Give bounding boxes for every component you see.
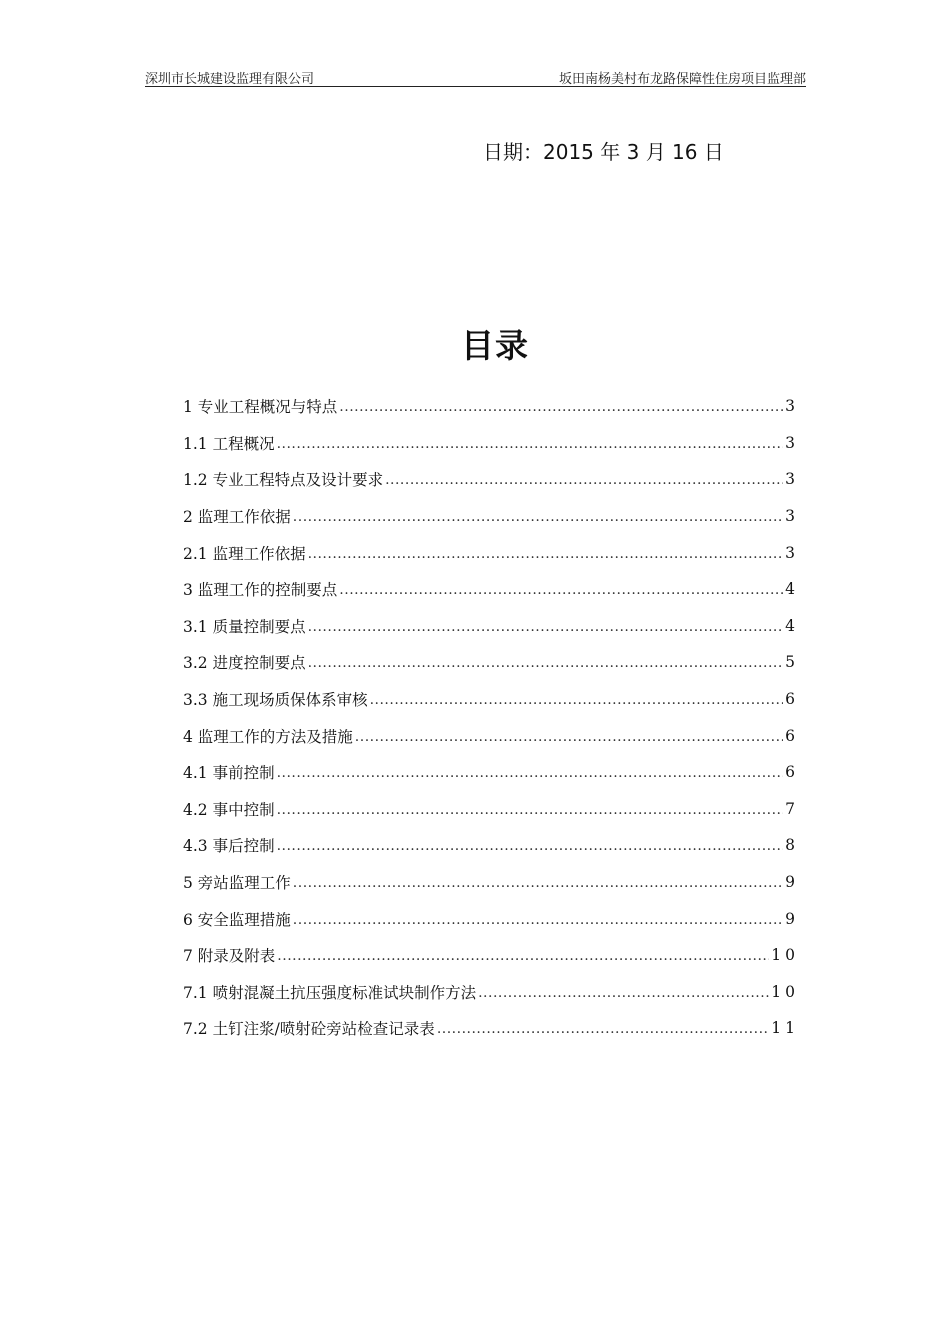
toc-dot-leader	[277, 836, 784, 854]
toc-entry[interactable]	[183, 681, 799, 718]
toc-dot-leader	[277, 434, 784, 452]
toc-entry[interactable]	[183, 608, 799, 645]
toc-entry-label: 1.2 专业工程特点及设计要求	[183, 471, 384, 490]
toc-entry[interactable]	[183, 974, 799, 1011]
toc-dot-leader	[370, 690, 784, 708]
toc-entry-page-number: 3	[785, 543, 799, 562]
toc-entry-label: 2.1 监理工作依据	[183, 544, 306, 563]
toc-entry-page-number: 4	[785, 580, 799, 599]
toc-entry-label: 6 安全监理措施	[183, 910, 291, 929]
toc-entry[interactable]	[183, 717, 799, 754]
toc-entry-label: 4 监理工作的方法及措施	[183, 727, 353, 746]
toc-entry-page-number: 5	[785, 653, 799, 672]
toc-entry-page-number: 3	[785, 507, 799, 526]
toc-dot-leader	[385, 470, 783, 488]
toc-entry-page-number: 8	[785, 836, 799, 855]
toc-entry-page-number: 11	[771, 1019, 799, 1038]
toc-dot-leader	[308, 544, 784, 562]
toc-entry-page-number: 6	[785, 726, 799, 745]
toc-entry[interactable]	[183, 388, 799, 425]
toc-entry[interactable]	[183, 425, 799, 462]
toc-entry-label: 7.2 土钉注浆/喷射砼旁站检查记录表	[183, 1020, 435, 1039]
toc-dot-leader	[293, 507, 783, 525]
toc-entry-label: 3.1 质量控制要点	[183, 617, 306, 636]
toc-dot-leader	[355, 727, 783, 745]
toc-entry[interactable]	[183, 571, 799, 608]
toc-dot-leader	[339, 397, 783, 415]
toc-entry-label: 1.1 工程概况	[183, 434, 275, 453]
document-date: 日期：2015 年 3 月 16 日	[483, 140, 724, 164]
toc-entry[interactable]	[183, 937, 799, 974]
toc-dot-leader	[339, 580, 783, 598]
toc-entry-page-number: 3	[785, 470, 799, 489]
toc-entry[interactable]	[183, 791, 799, 828]
toc-entry-page-number: 7	[785, 799, 799, 818]
table-of-contents	[183, 388, 799, 1047]
toc-entry[interactable]	[183, 754, 799, 791]
toc-dot-leader	[277, 763, 784, 781]
toc-entry[interactable]	[183, 644, 799, 681]
toc-dot-leader	[437, 1019, 769, 1037]
toc-dot-leader	[478, 983, 769, 1001]
toc-dot-leader	[308, 653, 784, 671]
toc-entry-label: 7 附录及附表	[183, 947, 276, 966]
toc-entry-page-number: 10	[771, 982, 799, 1001]
toc-dot-leader	[277, 946, 769, 964]
toc-entry-page-number: 4	[785, 616, 799, 635]
toc-dot-leader	[293, 910, 783, 928]
header-company-name: 深圳市长城建设监理有限公司	[145, 72, 315, 87]
toc-dot-leader	[308, 617, 784, 635]
toc-entry-label: 2 监理工作依据	[183, 508, 291, 527]
toc-entry[interactable]	[183, 461, 799, 498]
toc-entry-label: 3.2 进度控制要点	[183, 654, 306, 673]
toc-entry[interactable]	[183, 827, 799, 864]
toc-entry-label: 1 专业工程概况与特点	[183, 398, 338, 417]
toc-entry-label: 4.3 事后控制	[183, 837, 275, 856]
page-header	[145, 66, 806, 87]
toc-entry-label: 5 旁站监理工作	[183, 874, 291, 893]
toc-entry-page-number: 6	[785, 763, 799, 782]
toc-entry[interactable]	[183, 498, 799, 535]
toc-entry-page-number: 3	[785, 397, 799, 416]
toc-entry-label: 7.1 喷射混凝土抗压强度标准试块制作方法	[183, 983, 477, 1002]
toc-entry-label: 3.3 施工现场质保体系审核	[183, 691, 368, 710]
toc-dot-leader	[293, 873, 783, 891]
toc-dot-leader	[277, 800, 784, 818]
toc-entry[interactable]	[183, 534, 799, 571]
toc-entry-page-number: 3	[785, 433, 799, 452]
toc-title: 目录	[461, 326, 529, 365]
toc-entry-page-number: 10	[771, 946, 799, 965]
toc-entry[interactable]	[183, 900, 799, 937]
toc-entry-label: 4.1 事前控制	[183, 764, 275, 783]
toc-entry-page-number: 9	[785, 909, 799, 928]
toc-entry-label: 3 监理工作的控制要点	[183, 581, 338, 600]
toc-entry-page-number: 9	[785, 873, 799, 892]
toc-entry-label: 4.2 事中控制	[183, 800, 275, 819]
toc-entry-page-number: 6	[785, 690, 799, 709]
toc-entry[interactable]	[183, 1010, 799, 1047]
header-project-name: 坂田南杨美村布龙路保障性住房项目监理部	[558, 72, 806, 87]
toc-entry[interactable]	[183, 864, 799, 901]
